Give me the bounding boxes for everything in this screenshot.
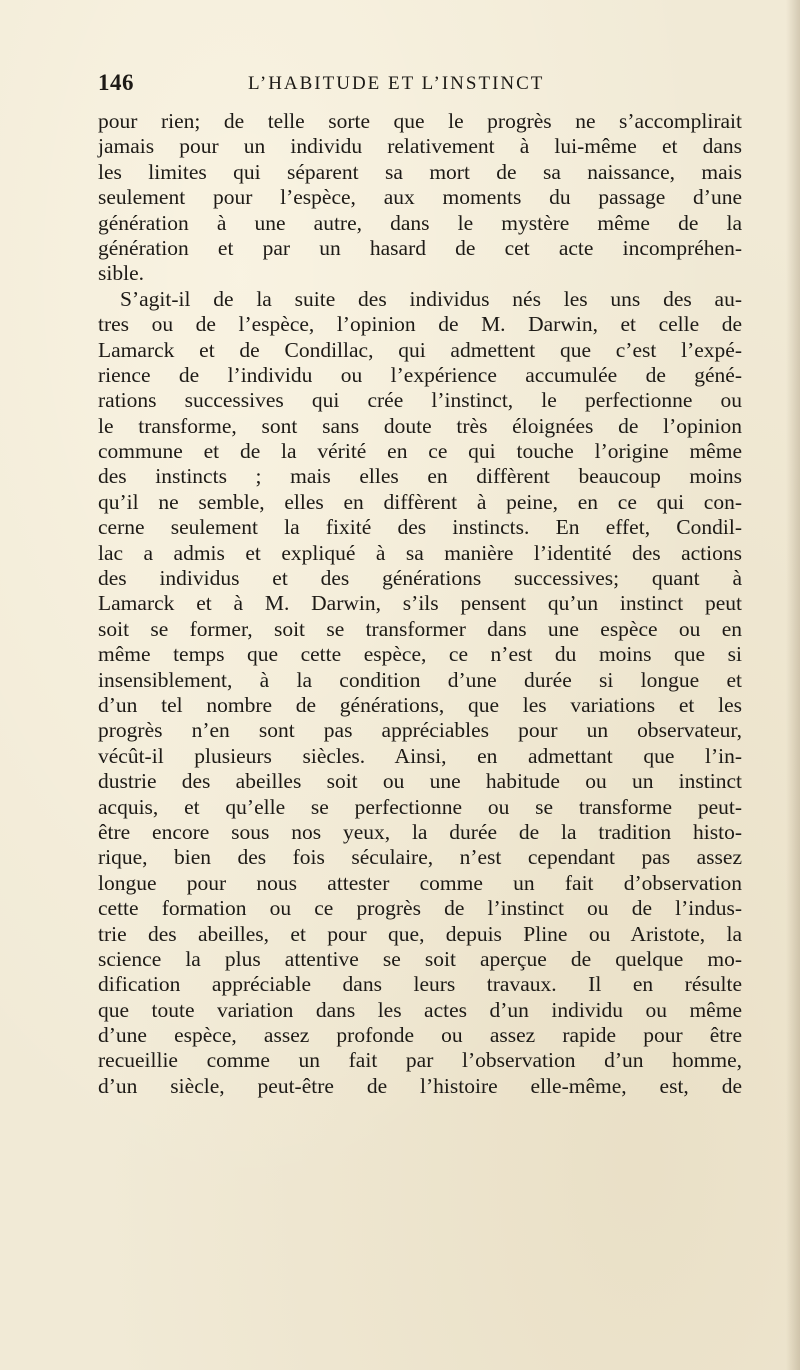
running-title: L’HABITUDE ET L’INSTINCT	[248, 73, 545, 94]
text-line: le transforme, sont sans doute très éloignées de l’opinion	[98, 413, 742, 438]
text-line: rience de l’individu ou l’expérience accumulée de géné-	[98, 362, 742, 387]
text-line: rique, bien des fois séculaire, n’est cependant pas assez	[98, 845, 742, 870]
paragraph-start-line: S’agit-il de la suite des individus nés les uns des au-	[120, 286, 742, 311]
text-line: longue pour nous attester comme un fait d’observation	[98, 870, 742, 895]
body-text	[98, 109, 742, 1099]
text-line: cette formation ou ce progrès de l’instinct ou de l’indus-	[98, 896, 742, 921]
text-line: d’un siècle, peut-être de l’histoire elle-même, est, de	[98, 1073, 742, 1098]
text-line: science la plus attentive se soit aperçue de quelque mo-	[98, 946, 742, 971]
text-line: vécût-il plusieurs siècles. Ainsi, en admettant que l’in-	[98, 743, 742, 768]
text-line: des instincts ; mais elles en diffèrent beaucoup moins	[98, 464, 742, 489]
text-line: acquis, et qu’elle se perfectionne ou se transforme peut-	[98, 794, 742, 819]
text-line: dification appréciable dans leurs travaux. Il en résulte	[98, 972, 742, 997]
text-line: qu’il ne semble, elles en diffèrent à peine, en ce qui con-	[98, 489, 742, 514]
text-line: lac a admis et expliqué à sa manière l’identité des actions	[98, 540, 742, 565]
text-line: progrès n’en sont pas appréciables pour un observateur,	[98, 718, 742, 743]
text-line: génération et par un hasard de cet acte incompréhen-	[98, 235, 742, 260]
text-line: génération à une autre, dans le mystère même de la	[98, 210, 742, 235]
text-line: seulement pour l’espèce, aux moments du passage d’une	[98, 185, 742, 210]
page-edge-shadow	[786, 0, 800, 1370]
text-line: jamais pour un individu relativement à lui-même et dans	[98, 134, 742, 159]
text-line: être encore sous nos yeux, la durée de la tradition histo-	[98, 819, 742, 844]
page-header	[98, 70, 738, 100]
text-line: Lamarck et à M. Darwin, s’ils pensent qu’un instinct peut	[98, 591, 742, 616]
text-line: recueillie comme un fait par l’observation d’un homme,	[98, 1048, 742, 1073]
page-number: 146	[98, 70, 134, 95]
text-line: Lamarck et de Condillac, qui admettent que c’est l’expé-	[98, 337, 742, 362]
text-line: dustrie des abeilles soit ou une habitude ou un instinct	[98, 769, 742, 794]
text-line: rations successives qui crée l’instinct, le perfectionne ou	[98, 388, 742, 413]
text-line: que toute variation dans les actes d’un individu ou même	[98, 997, 742, 1022]
text-line: soit se former, soit se transformer dans une espèce ou en	[98, 616, 742, 641]
text-line: même temps que cette espèce, ce n’est du moins que si	[98, 642, 742, 667]
text-line: commune et de la vérité en ce qui touche l’origine même	[98, 439, 742, 464]
text-line: d’une espèce, assez profonde ou assez rapide pour être	[98, 1023, 742, 1048]
text-line: sible.	[98, 261, 144, 286]
text-line: trie des abeilles, et pour que, depuis Pline ou Aristote, la	[98, 921, 742, 946]
text-line: insensiblement, à la condition d’une durée si longue et	[98, 667, 742, 692]
text-line: des individus et des générations successives; quant à	[98, 566, 742, 591]
text-line: tres ou de l’espèce, l’opinion de M. Darwin, et celle de	[98, 312, 742, 337]
text-line: cerne seulement la fixité des instincts. En effet, Condil-	[98, 515, 742, 540]
text-line: d’un tel nombre de générations, que les variations et les	[98, 692, 742, 717]
text-line: les limites qui séparent sa mort de sa naissance, mais	[98, 159, 742, 184]
text-line: pour rien; de telle sorte que le progrès ne s’accomplirait	[98, 109, 742, 133]
